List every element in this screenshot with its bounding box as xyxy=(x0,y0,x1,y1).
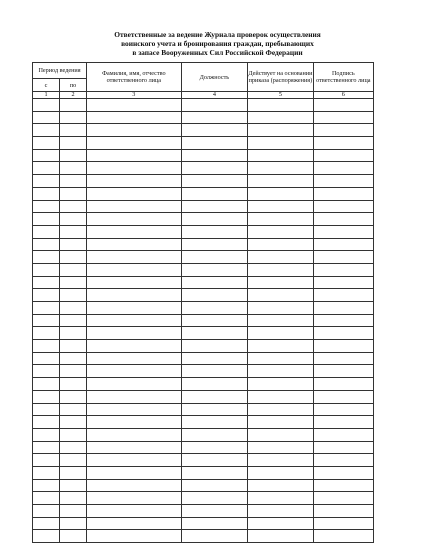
table-cell xyxy=(60,200,87,213)
table-cell xyxy=(248,327,313,340)
table-cell xyxy=(248,263,313,276)
table-row xyxy=(33,175,374,188)
table-cell xyxy=(248,175,313,188)
table-cell xyxy=(60,378,87,391)
table-cell xyxy=(313,149,373,162)
table-cell xyxy=(248,492,313,505)
table-cell xyxy=(87,263,182,276)
table-cell xyxy=(248,149,313,162)
table-row xyxy=(33,225,374,238)
table-cell xyxy=(33,200,60,213)
table-cell xyxy=(313,111,373,124)
table-cell xyxy=(87,213,182,226)
table-cell xyxy=(87,517,182,530)
table-cell xyxy=(313,314,373,327)
table-cell xyxy=(60,302,87,315)
table-cell xyxy=(181,441,248,454)
table-cell xyxy=(33,403,60,416)
table-body xyxy=(33,99,374,543)
table-row xyxy=(33,137,374,150)
table-cell xyxy=(248,378,313,391)
column-number: 1 xyxy=(33,92,60,99)
table-cell xyxy=(248,454,313,467)
table-row xyxy=(33,352,374,365)
responsible-persons-table xyxy=(32,62,374,543)
table-cell xyxy=(248,416,313,429)
title-line-2: воинского учета и бронирования граждан, пребывающих xyxy=(121,39,314,48)
table-cell xyxy=(87,314,182,327)
table-cell xyxy=(60,137,87,150)
table-cell xyxy=(313,187,373,200)
table-row xyxy=(33,505,374,518)
table-cell xyxy=(313,263,373,276)
table-cell xyxy=(248,276,313,289)
table-row xyxy=(33,302,374,315)
table-cell xyxy=(181,149,248,162)
table-cell xyxy=(60,213,87,226)
table-cell xyxy=(181,302,248,315)
table-cell xyxy=(87,390,182,403)
table-cell xyxy=(248,530,313,543)
table-cell xyxy=(181,479,248,492)
table-row xyxy=(33,479,374,492)
table-cell xyxy=(33,428,60,441)
table-cell xyxy=(248,365,313,378)
table-cell xyxy=(60,530,87,543)
table-cell xyxy=(87,225,182,238)
table-cell xyxy=(248,124,313,137)
table-cell xyxy=(248,162,313,175)
table-cell xyxy=(181,289,248,302)
table-cell xyxy=(60,365,87,378)
table-cell xyxy=(87,378,182,391)
table-row xyxy=(33,441,374,454)
table-cell xyxy=(181,428,248,441)
table-cell xyxy=(313,276,373,289)
table-cell xyxy=(87,479,182,492)
table-cell xyxy=(181,454,248,467)
table-row xyxy=(33,492,374,505)
table-cell xyxy=(33,149,60,162)
table-cell xyxy=(33,352,60,365)
table-cell xyxy=(87,175,182,188)
table-row xyxy=(33,428,374,441)
table-cell xyxy=(60,289,87,302)
table-cell xyxy=(313,327,373,340)
table-cell xyxy=(60,111,87,124)
table-cell xyxy=(313,378,373,391)
table-cell xyxy=(181,124,248,137)
table-cell xyxy=(87,428,182,441)
table-cell xyxy=(60,390,87,403)
table-cell xyxy=(87,530,182,543)
table-cell xyxy=(181,352,248,365)
table-cell xyxy=(181,99,248,112)
table-cell xyxy=(60,441,87,454)
table-row xyxy=(33,200,374,213)
table-cell xyxy=(60,466,87,479)
table-cell xyxy=(181,111,248,124)
title-line-1: Ответственные за ведение Журнала проверок осуществления xyxy=(114,30,321,39)
table-cell xyxy=(33,137,60,150)
table-cell xyxy=(313,124,373,137)
table-cell xyxy=(181,403,248,416)
table-cell xyxy=(313,340,373,353)
table-cell xyxy=(181,390,248,403)
table-cell xyxy=(248,479,313,492)
table-row xyxy=(33,149,374,162)
table-cell xyxy=(60,175,87,188)
table-cell xyxy=(33,416,60,429)
table-cell xyxy=(60,340,87,353)
table-cell xyxy=(33,517,60,530)
table-cell xyxy=(87,416,182,429)
table-cell xyxy=(60,428,87,441)
table-cell xyxy=(33,238,60,251)
column-number: 6 xyxy=(313,92,373,99)
table-cell xyxy=(87,441,182,454)
table-cell xyxy=(313,213,373,226)
table-cell xyxy=(248,111,313,124)
table-row xyxy=(33,314,374,327)
table-row xyxy=(33,276,374,289)
table-cell xyxy=(87,238,182,251)
table-cell xyxy=(60,149,87,162)
table-row xyxy=(33,340,374,353)
table-row xyxy=(33,327,374,340)
table-cell xyxy=(33,454,60,467)
table-cell xyxy=(33,263,60,276)
table-cell xyxy=(313,466,373,479)
table-cell xyxy=(33,302,60,315)
table-cell xyxy=(87,302,182,315)
table-cell xyxy=(33,479,60,492)
table-row xyxy=(33,530,374,543)
table-cell xyxy=(313,137,373,150)
table-cell xyxy=(60,517,87,530)
table-cell xyxy=(60,251,87,264)
table-cell xyxy=(33,505,60,518)
table-cell xyxy=(33,378,60,391)
table-cell xyxy=(248,225,313,238)
table-cell xyxy=(248,213,313,226)
table-cell xyxy=(33,175,60,188)
table-cell xyxy=(60,403,87,416)
table-row xyxy=(33,378,374,391)
table-cell xyxy=(87,289,182,302)
table-cell xyxy=(313,505,373,518)
header-order: Действует на основании приказа (распоряжения) xyxy=(248,63,313,92)
table-cell xyxy=(313,479,373,492)
table-cell xyxy=(87,340,182,353)
table-cell xyxy=(181,517,248,530)
table-row xyxy=(33,403,374,416)
table-cell xyxy=(248,340,313,353)
table-cell xyxy=(87,327,182,340)
table-cell xyxy=(181,378,248,391)
table-row xyxy=(33,289,374,302)
table-cell xyxy=(248,238,313,251)
table-row xyxy=(33,454,374,467)
table-cell xyxy=(60,162,87,175)
table-cell xyxy=(33,365,60,378)
header-period: Период ведения xyxy=(33,63,87,79)
table-cell xyxy=(87,137,182,150)
table-cell xyxy=(181,492,248,505)
table-cell xyxy=(248,200,313,213)
table-cell xyxy=(60,352,87,365)
table-row xyxy=(33,162,374,175)
table-cell xyxy=(87,466,182,479)
table-cell xyxy=(181,416,248,429)
table-cell xyxy=(248,441,313,454)
table-cell xyxy=(60,187,87,200)
table-cell xyxy=(313,428,373,441)
table-cell xyxy=(313,225,373,238)
table-cell xyxy=(313,517,373,530)
table-cell xyxy=(313,99,373,112)
table-row xyxy=(33,263,374,276)
document-title xyxy=(60,30,375,57)
table-cell xyxy=(87,124,182,137)
table-cell xyxy=(87,403,182,416)
table-cell xyxy=(33,187,60,200)
table-cell xyxy=(33,314,60,327)
table-cell xyxy=(313,530,373,543)
table-cell xyxy=(181,263,248,276)
table-cell xyxy=(33,390,60,403)
table-cell xyxy=(60,505,87,518)
table-cell xyxy=(181,251,248,264)
table-cell xyxy=(33,327,60,340)
table-cell xyxy=(87,365,182,378)
table-cell xyxy=(313,302,373,315)
table-cell xyxy=(248,505,313,518)
table-cell xyxy=(60,124,87,137)
table-cell xyxy=(33,225,60,238)
table-cell xyxy=(248,428,313,441)
table-cell xyxy=(248,302,313,315)
table-cell xyxy=(60,492,87,505)
table-cell xyxy=(181,213,248,226)
table-cell xyxy=(181,175,248,188)
table-row xyxy=(33,416,374,429)
table-cell xyxy=(181,200,248,213)
table-cell xyxy=(60,416,87,429)
table-cell xyxy=(313,454,373,467)
table-row xyxy=(33,111,374,124)
table-cell xyxy=(60,276,87,289)
table-cell xyxy=(248,137,313,150)
table-cell xyxy=(313,390,373,403)
table-cell xyxy=(248,390,313,403)
table-cell xyxy=(248,403,313,416)
table-cell xyxy=(87,276,182,289)
table-cell xyxy=(33,99,60,112)
table-cell xyxy=(313,492,373,505)
table-cell xyxy=(181,187,248,200)
header-name: Фамилия, имя, отчество ответственного лица xyxy=(87,63,182,92)
table-cell xyxy=(313,441,373,454)
table-cell xyxy=(181,340,248,353)
table-cell xyxy=(60,314,87,327)
table-cell xyxy=(87,492,182,505)
table-cell xyxy=(181,365,248,378)
table-cell xyxy=(248,352,313,365)
table-cell xyxy=(181,276,248,289)
table-cell xyxy=(60,225,87,238)
table-cell xyxy=(60,454,87,467)
table-cell xyxy=(33,530,60,543)
table-row xyxy=(33,365,374,378)
table-cell xyxy=(248,289,313,302)
table-cell xyxy=(248,466,313,479)
table-cell xyxy=(181,238,248,251)
column-number: 4 xyxy=(181,92,248,99)
table-cell xyxy=(87,251,182,264)
table-cell xyxy=(248,517,313,530)
table-cell xyxy=(60,263,87,276)
header-period-from: с xyxy=(33,79,60,92)
table-cell xyxy=(313,352,373,365)
table-cell xyxy=(33,340,60,353)
column-number: 2 xyxy=(60,92,87,99)
table-cell xyxy=(33,441,60,454)
table-cell xyxy=(87,149,182,162)
table-cell xyxy=(87,162,182,175)
table-cell xyxy=(33,289,60,302)
table-cell xyxy=(33,213,60,226)
table-cell xyxy=(181,327,248,340)
table-cell xyxy=(313,162,373,175)
table-row xyxy=(33,99,374,112)
table-row xyxy=(33,517,374,530)
table-cell xyxy=(181,466,248,479)
table-row xyxy=(33,466,374,479)
table-cell xyxy=(33,251,60,264)
table-cell xyxy=(33,124,60,137)
table-cell xyxy=(87,454,182,467)
table-row xyxy=(33,238,374,251)
table-cell xyxy=(60,238,87,251)
table-cell xyxy=(60,99,87,112)
table-cell xyxy=(313,365,373,378)
table-cell xyxy=(87,505,182,518)
table-cell xyxy=(87,187,182,200)
header-period-to: по xyxy=(60,79,87,92)
table-cell xyxy=(87,200,182,213)
table-row xyxy=(33,213,374,226)
table-cell xyxy=(33,276,60,289)
table-cell xyxy=(33,162,60,175)
table-cell xyxy=(181,137,248,150)
table-row xyxy=(33,124,374,137)
table-cell xyxy=(87,99,182,112)
table-cell xyxy=(181,314,248,327)
table-cell xyxy=(181,505,248,518)
table-cell xyxy=(313,238,373,251)
table-cell xyxy=(87,352,182,365)
column-number: 3 xyxy=(87,92,182,99)
table-cell xyxy=(248,251,313,264)
table-cell xyxy=(33,492,60,505)
table-cell xyxy=(313,200,373,213)
header-signature: Подпись ответственного лица xyxy=(313,63,373,92)
table-cell xyxy=(181,225,248,238)
title-line-3: в запасе Вооруженных Сил Российской Федерации xyxy=(132,48,303,57)
table-cell xyxy=(33,111,60,124)
table-cell xyxy=(313,403,373,416)
table-row xyxy=(33,187,374,200)
table-cell xyxy=(87,111,182,124)
table-cell xyxy=(33,466,60,479)
table-cell xyxy=(248,187,313,200)
header-position: Должность xyxy=(181,63,248,92)
table-row xyxy=(33,251,374,264)
table-cell xyxy=(313,175,373,188)
table-row xyxy=(33,390,374,403)
table-cell xyxy=(248,99,313,112)
table-cell xyxy=(60,479,87,492)
table-cell xyxy=(313,289,373,302)
table-cell xyxy=(181,530,248,543)
table-cell xyxy=(313,416,373,429)
table-cell xyxy=(181,162,248,175)
table-cell xyxy=(313,251,373,264)
table-cell xyxy=(248,314,313,327)
table-cell xyxy=(60,327,87,340)
column-number: 5 xyxy=(248,92,313,99)
